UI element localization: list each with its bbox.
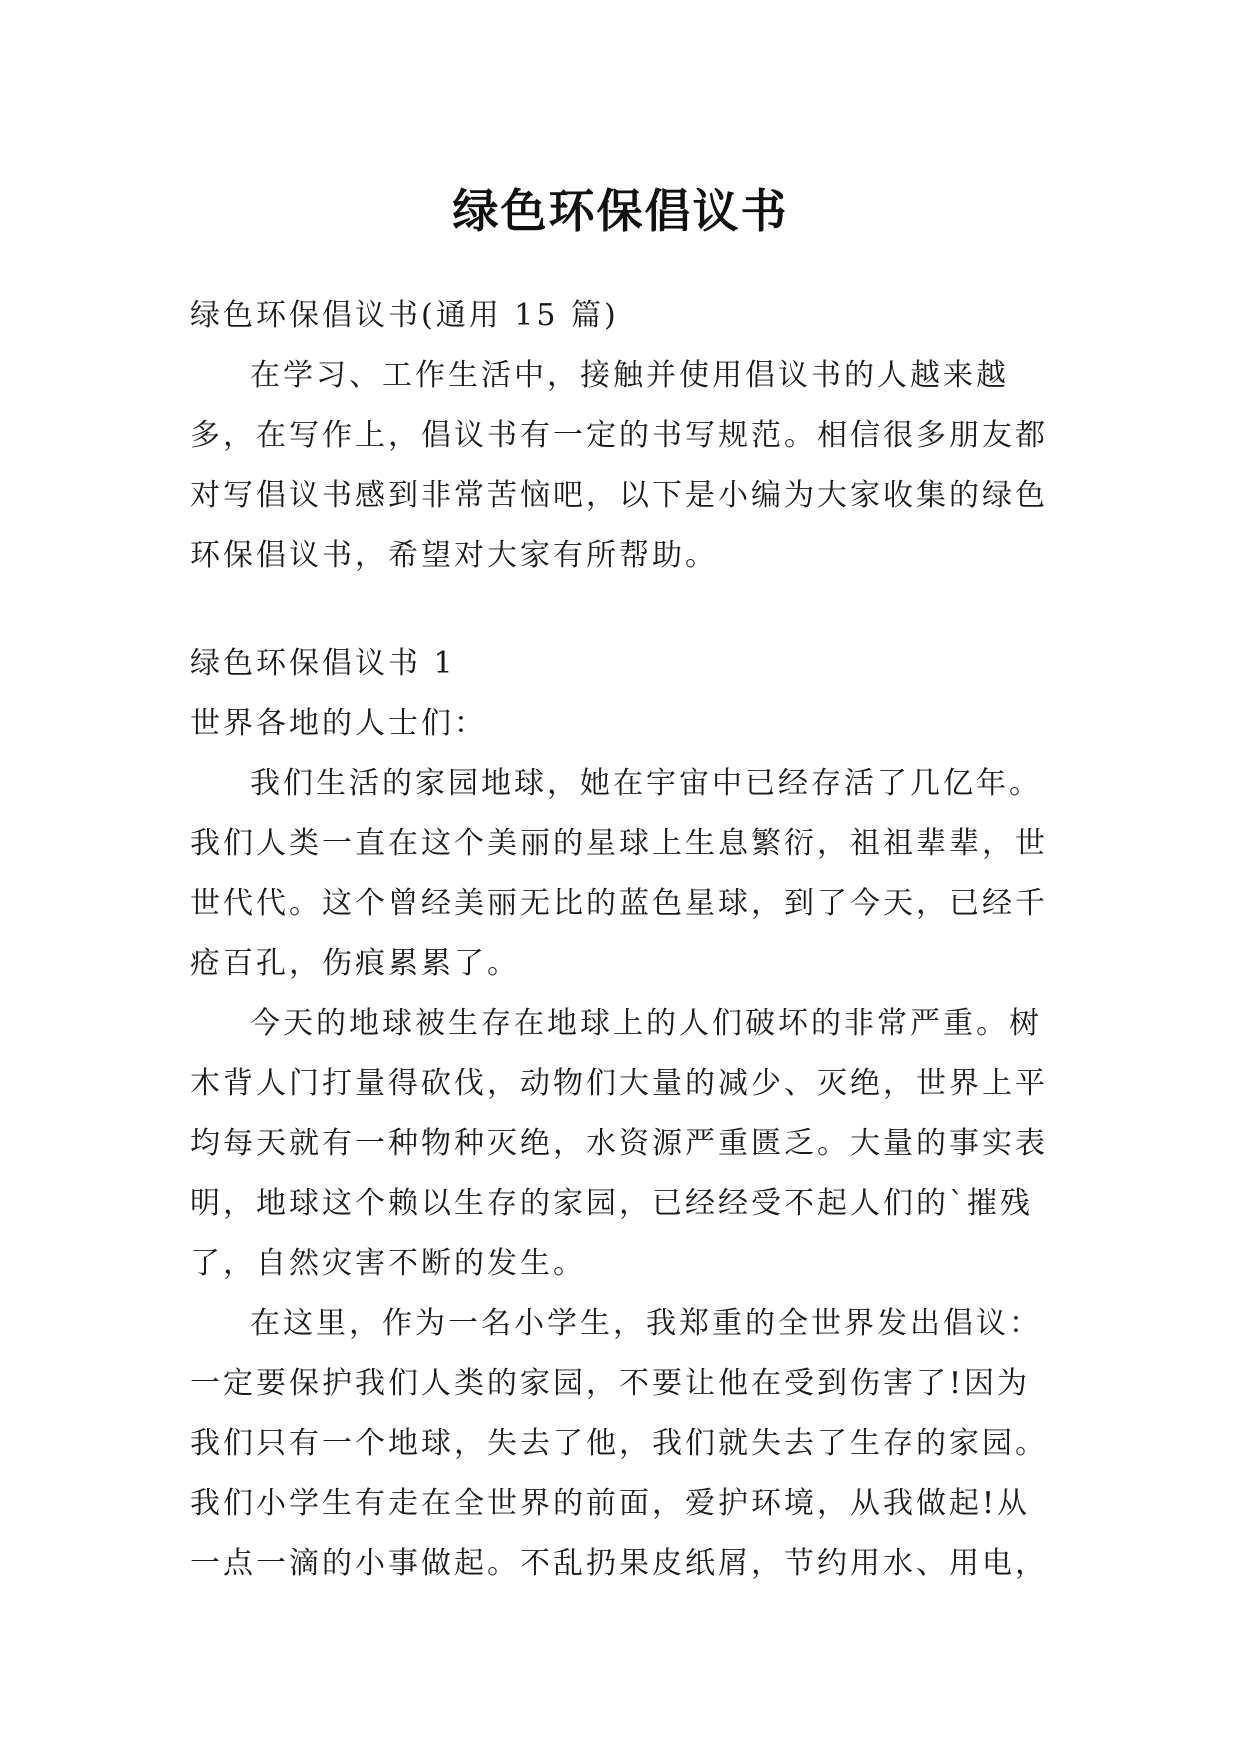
document-subtitle: 绿色环保倡议书(通用 15 篇)	[190, 298, 619, 333]
letter-body	[190, 754, 1050, 1594]
body-paragraph-1: 我们生活的家园地球，她在宇宙中已经存活了几亿年。我们人类一直在这个美丽的星球上生息繁衍，祖祖辈辈，世世代代。这个曾经美丽无比的蓝色星球，到了今天，已经千疮百孔，伤痕累累了。	[190, 766, 1048, 981]
section-heading: 绿色环保倡议书 1	[190, 646, 456, 681]
body-paragraph-3: 在这里，作为一名小学生，我郑重的全世界发出倡议：一定要保护我们人类的家园，不要让他在受到伤害了!因为我们只有一个地球，失去了他，我们就失去了生存的家园。我们小学生有走在全世界的前面，爱护环境，从我做起!从一点一滴的小事做起。不乱扔果皮纸屑，节约用水、用电，	[190, 1306, 1048, 1581]
document-title: 绿色环保倡议书	[452, 183, 789, 238]
intro-paragraph: 在学习、工作生活中，接触并使用倡议书的人越来越多，在写作上，倡议书有一定的书写规范。相信很多朋友都对写倡议书感到非常苦恼吧，以下是小编为大家收集的绿色环保倡议书，希望对大家有所帮助。	[190, 358, 1048, 573]
salutation: 世界各地的人士们：	[190, 706, 487, 741]
body-paragraph-2: 今天的地球被生存在地球上的人们破坏的非常严重。树木背人门打量得砍伐，动物们大量的减少、灭绝，世界上平均每天就有一种物种灭绝，水资源严重匮乏。大量的事实表明，地球这个赖以生存的家园，已经经受不起人们的`摧残了，自然灾害不断的发生。	[190, 1006, 1048, 1281]
